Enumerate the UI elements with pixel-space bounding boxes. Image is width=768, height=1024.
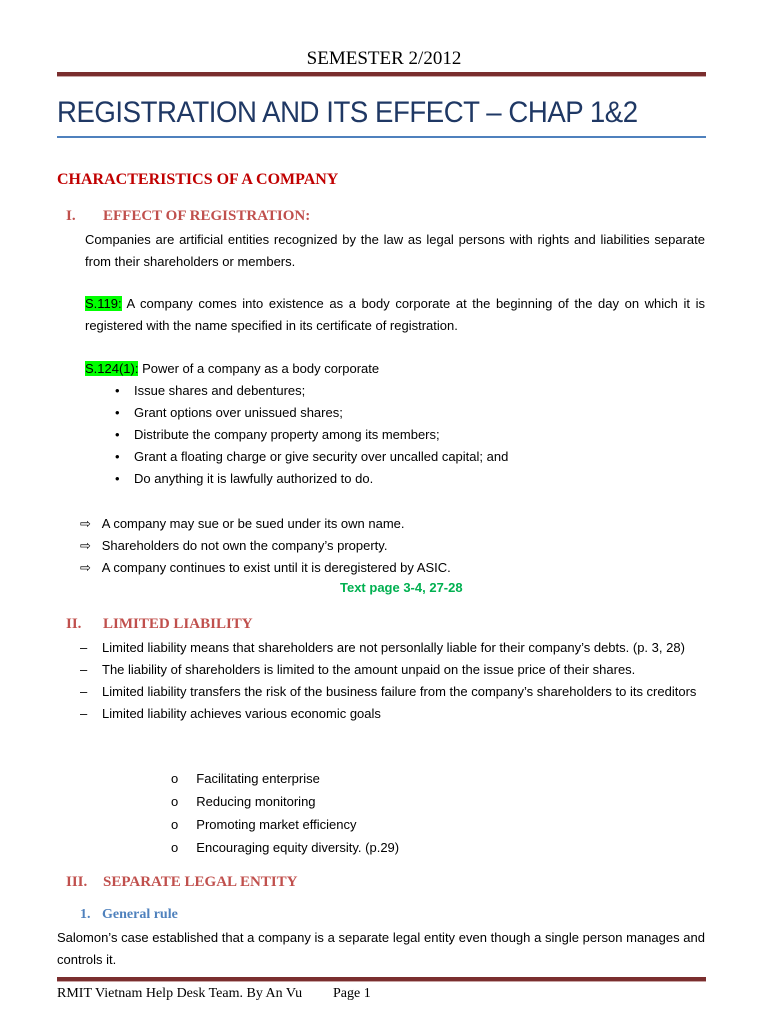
list-item: • Grant options over unissued shares; xyxy=(115,405,343,420)
footer-page-number: Page 1 xyxy=(333,986,371,1001)
s124-paragraph xyxy=(85,358,705,380)
subsection-title: General rule xyxy=(102,907,178,922)
list-item: ⇨ A company continues to exist until it is deregistered by ASIC. xyxy=(80,560,451,575)
list-item: o Encouraging equity diversity. (p.29) xyxy=(171,840,400,855)
section2-num: II. xyxy=(66,616,82,632)
arrow-icon: ⇨ xyxy=(80,560,91,575)
list-item: • Distribute the company property among its members; xyxy=(115,427,440,442)
list-item: o Promoting market efficiency xyxy=(171,817,357,832)
list-item: • Grant a floating charge or give security over uncalled capital; and xyxy=(115,449,509,464)
section1-num: I. xyxy=(66,208,76,224)
list-item: • Issue shares and debentures; xyxy=(115,383,306,398)
s119-paragraph xyxy=(85,293,705,337)
page-title: REGISTRATION AND ITS EFFECT – CHAP 1&2 xyxy=(57,96,638,129)
list-item: – Limited liability transfers the risk of the business failure from the company’s shareholders to its creditors xyxy=(80,684,697,699)
sub-list xyxy=(171,768,399,860)
section3-title: SEPARATE LEGAL ENTITY xyxy=(103,874,298,890)
text-page-ref: Text page 3-4, 27-28 xyxy=(340,580,463,595)
section1-title: EFFECT OF REGISTRATION: xyxy=(103,208,311,224)
list-item: o Reducing monitoring xyxy=(171,794,316,809)
s124-text: Power of a company as a body corporate xyxy=(138,361,380,376)
bullet-list xyxy=(115,380,508,490)
list-item: – Limited liability achieves various economic goals xyxy=(80,706,381,721)
list-item: • Do anything it is lawfully authorized to do. xyxy=(115,471,374,486)
list-item: o Facilitating enterprise xyxy=(171,771,320,786)
s124-label: S.124(1): xyxy=(85,361,139,376)
list-item: – Limited liability means that shareholders are not personlally liable for their company’s debts. (p. 3, 28) xyxy=(80,640,685,655)
list-item: – The liability of shareholders is limited to the amount unpaid on the issue price of their shares. xyxy=(80,662,636,677)
arrow-list xyxy=(80,513,451,579)
dash-list xyxy=(80,637,705,725)
section3-num: III. xyxy=(66,874,88,890)
subsection-num: 1. xyxy=(80,907,91,922)
footer-rule xyxy=(57,977,706,982)
arrow-icon: ⇨ xyxy=(80,538,91,553)
title-rule xyxy=(57,136,706,138)
header-semester: SEMESTER 2/2012 xyxy=(306,48,462,69)
header-rule xyxy=(57,72,706,77)
footer-author: RMIT Vietnam Help Desk Team. By An Vu xyxy=(57,986,303,1001)
list-item: ⇨ Shareholders do not own the company’s property. xyxy=(80,538,388,553)
s119-label: S.119: xyxy=(85,296,122,311)
section2-title: LIMITED LIABILITY xyxy=(103,616,253,632)
s119-text: A company comes into existence as a body corporate at the beginning of the day on which it is registered with the name specified in its certificate of registration. xyxy=(85,296,705,333)
list-item: ⇨ A company may sue or be sued under its own name. xyxy=(80,516,405,531)
section-heading: CHARACTERISTICS OF A COMPANY xyxy=(57,171,339,188)
arrow-icon: ⇨ xyxy=(80,516,91,531)
salomon-paragraph: Salomon’s case established that a company is a separate legal entity even though a single person manages and controls it. xyxy=(57,930,705,967)
section1-intro: Companies are artificial entities recognized by the law as legal persons with rights and liabilities separate from their shareholders or members. xyxy=(85,232,705,269)
